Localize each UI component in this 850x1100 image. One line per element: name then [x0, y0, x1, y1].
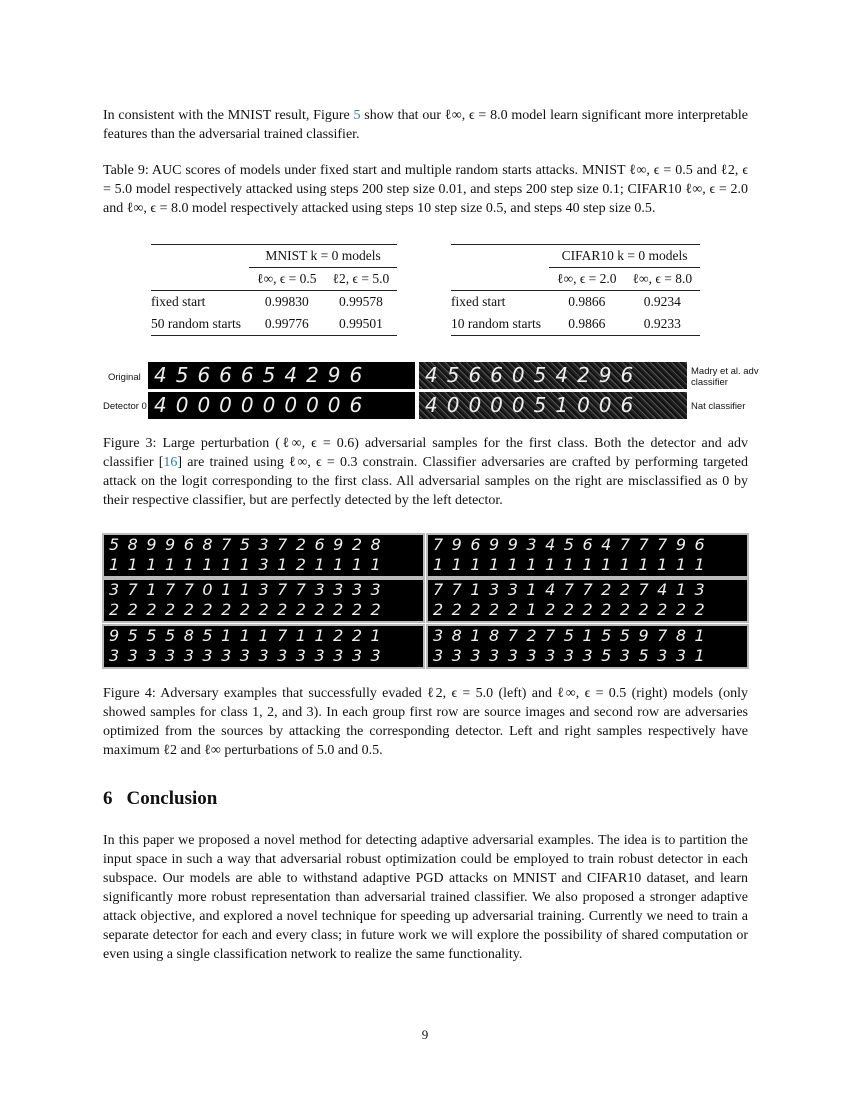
cell: 0.9233 — [643, 316, 681, 331]
intro-text: show that our ℓ∞, ϵ = 8.0 model learn significant more interpretable features than the adversarial trained classifier. — [103, 108, 748, 142]
page-number: 9 — [421, 1027, 429, 1042]
section-number: 6 — [103, 788, 113, 809]
conclusion-paragraph: In this paper we proposed a novel method for detecting adaptive adversarial examples. The idea is to partition the input space in such a way that adversarial robust optimization could be employed to train robust detector in each subspace. Our models are able to withstand adaptive PGD attacks on MNIST and CIFAR10 dataset, and learn significantly more robust representation than adversarial trained classifier. We also proposed a stronger adaptive attack objective, and explored a novel technique for speeding up adversarial training. Currently we need to train a separate detector for each and every class; in future work we will explore the possibility of shared computation or even using a single classification network to realize the same functionality. — [103, 833, 748, 962]
table-row — [451, 313, 700, 336]
mnist-table — [151, 244, 397, 336]
table-row — [151, 313, 397, 336]
figure-5-link[interactable]: 5 — [353, 108, 361, 123]
row-label: 10 random starts — [451, 316, 541, 331]
source-row: 371770113773333 — [109, 580, 390, 599]
source-row: 771331477227413 — [433, 580, 714, 599]
fig3-right-label: Nat classifier — [691, 401, 746, 412]
group-header: MNIST k = 0 models — [249, 245, 397, 268]
col-header: ℓ2, ϵ = 5.0 — [332, 271, 390, 286]
cell: 0.99501 — [338, 316, 383, 331]
source-row: 796993456477796 — [433, 535, 714, 554]
fig4-right-group — [426, 533, 749, 578]
caption-text: ] are trained using ℓ∞, ϵ = 0.3 constrain. Classifier adversaries are crafted by performing targeted attack on the logit corresponding to the first class. All adversarial samples on the right are misclassified as 0 by their respective classifier, but are perfectly detected by the left detector. — [103, 455, 748, 508]
section-heading — [103, 788, 231, 810]
fig3-adv-classifier-digits: 4566054296 — [419, 362, 687, 389]
row-label: fixed start — [151, 294, 206, 309]
col-header: ℓ∞, ϵ = 8.0 — [632, 271, 693, 286]
adversary-row: 333333333333333 — [109, 646, 390, 665]
source-row: 589968753726928 — [109, 535, 390, 554]
adversary-row: 111111111111111 — [433, 555, 714, 574]
fig4-right-group — [426, 624, 749, 669]
col-header: ℓ∞, ϵ = 0.5 — [257, 271, 317, 286]
table-9-caption: Table 9: AUC scores of models under fixed start and multiple random starts attacks. MNIST ℓ∞, ϵ = 0.5 and ℓ2, ϵ = 5.0 model respectively attacked using steps 200 step size 0.01, and steps 200 step size 0.1; CIFAR10 ℓ∞, ϵ = 2.0 and ℓ∞, ϵ = 8.0 model respectively attacked using steps 10 step size 0.5, and steps 40 step size 0.5. — [103, 163, 748, 216]
adversary-row: 111111113121111 — [109, 555, 390, 574]
section-title: Conclusion — [126, 788, 218, 809]
caption-text: Figure 3: Large perturbation (ℓ∞, ϵ = 0.6) adversarial samples for the first class. Both the detector and adv classifier [ — [103, 436, 748, 470]
adversary-row: 222222222222222 — [109, 600, 390, 619]
citation-16-link[interactable]: 16 — [163, 455, 178, 470]
fig4-left-group — [102, 533, 425, 578]
fig3-right-label: Madry et al. adv classifier — [691, 366, 759, 388]
row-label: 50 random starts — [151, 316, 241, 331]
fig4-left-group — [102, 624, 425, 669]
fig4-left-group — [102, 578, 425, 623]
cell: 0.9234 — [643, 294, 681, 309]
cell: 0.9866 — [568, 316, 606, 331]
table-row — [451, 291, 700, 314]
intro-text: In consistent with the MNIST result, Figure — [103, 108, 354, 123]
fig4-right-group — [426, 578, 749, 623]
fig3-detector-digits: 4000000006 — [148, 392, 415, 419]
cell: 0.9866 — [568, 294, 606, 309]
cell: 0.99776 — [264, 316, 309, 331]
fig3-original-digits: 4566654296 — [148, 362, 415, 389]
figure-3-caption — [103, 434, 748, 510]
table-row — [151, 291, 397, 314]
adversary-row: 222221222222222 — [433, 600, 714, 619]
row-label: fixed start — [451, 294, 506, 309]
intro-paragraph — [103, 106, 748, 144]
fig3-row-label: Original — [108, 372, 141, 383]
source-row: 955585111711221 — [109, 626, 390, 645]
source-row: 381872751559781 — [433, 626, 714, 645]
col-header: ℓ∞, ϵ = 2.0 — [557, 271, 617, 286]
cell: 0.99578 — [338, 294, 383, 309]
fig3-row-label: Detector 0 — [103, 401, 147, 412]
adversary-row: 333333333535331 — [433, 646, 714, 665]
cell: 0.99830 — [264, 294, 309, 309]
group-header: CIFAR10 k = 0 models — [549, 245, 700, 268]
fig3-nat-classifier-digits: 4000051006 — [419, 392, 687, 419]
figure-4-caption: Figure 4: Adversary examples that successfully evaded ℓ2, ϵ = 5.0 (left) and ℓ∞, ϵ = 0.5 (right) models (only showed samples for class 1, 2, and 3). In each group first row are source images and second row are adversaries optimized from the sources by attacking the corresponding detector. Left and right samples respectively have maximum ℓ2 and ℓ∞ perturbations of 5.0 and 0.5. — [103, 686, 748, 758]
cifar-table — [451, 244, 700, 336]
